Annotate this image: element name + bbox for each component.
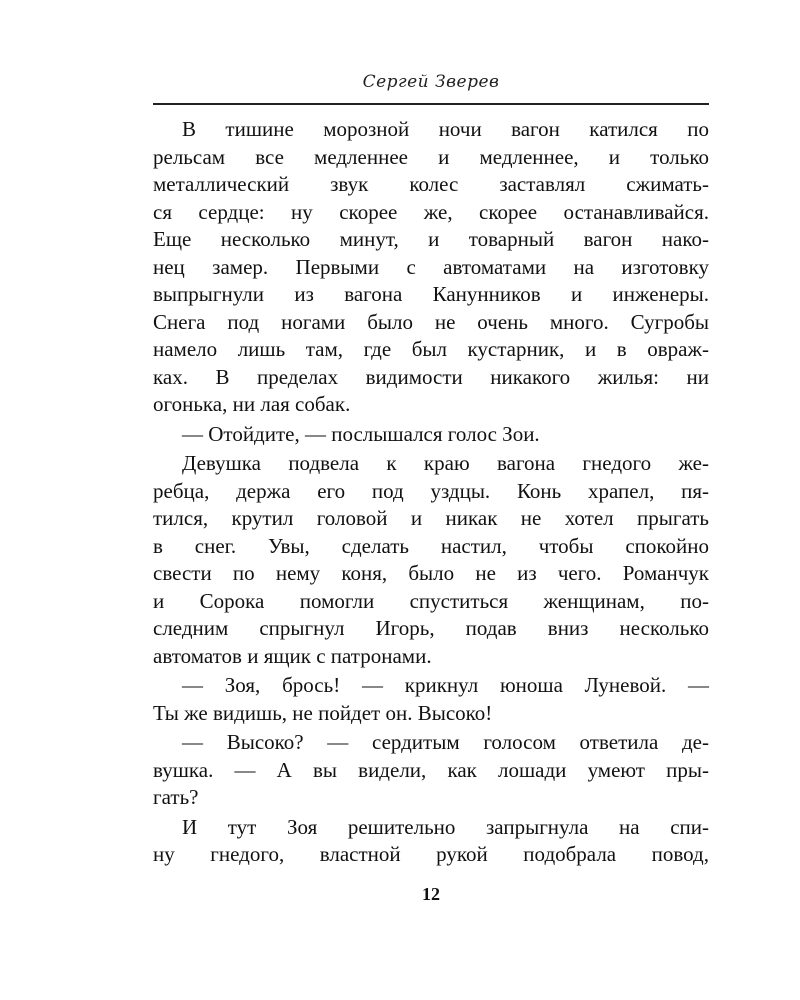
page-number: 12 [422,884,440,904]
text-line: Ты же видишь, не пойдет он. Высоко! [153,700,493,725]
running-header-author: Сергей Зверев [362,72,500,92]
text-line: гать? [153,785,199,809]
text-line: рельсам все медленнее и медленнее, и только [153,144,709,169]
text-line: И тут Зоя решительно запрыгнула на спи- [182,814,709,839]
text-line: — Отойдите, — послышался голос Зои. [182,421,540,446]
text-line: — Высоко? — сердитым голосом ответила де- [182,730,709,754]
text-line: свести по нему коня, было не из чего. Романчук [153,561,709,585]
text-line: ках. В пределах видимости никакого жилья: ни [153,364,709,389]
text-line: нец замер. Первыми с автоматами на изготовку [153,254,709,279]
text-line: выпрыгнули из вагона Канунников и инженеры. [153,282,709,306]
header-divider [153,103,709,105]
text-line: металлический звук колес заставлял сжимать- [153,172,709,196]
text-line: ну гнедого, властной рукой подобрала повод, [153,842,709,866]
text-line: автоматов и ящик с патронами. [153,643,432,668]
body-text [153,116,709,869]
text-line: Девушка подвела к краю вагона гнедого же- [182,451,709,475]
text-line: тился, крутил головой и никак не хотел прыгать [153,506,709,530]
text-line: ся сердце: ну скорее же, скорее останавливайся. [153,199,709,224]
text-line: — Зоя, брось! — крикнул юноша Луневой. — [182,673,709,697]
text-line: В тишине морозной ночи вагон катился по [182,117,709,141]
text-line: Снега под ногами было не очень много. Сугробы [153,309,709,334]
text-line: в снег. Увы, сделать настил, чтобы спокойно [153,533,709,558]
text-line: ребца, держа его под уздцы. Конь храпел, пя- [153,478,709,503]
text-line: огонька, ни лая собак. [153,392,351,416]
text-line: вушка. — А вы видели, как лошади умеют пры- [153,757,709,782]
text-line: следним спрыгнул Игорь, подав вниз несколько [153,616,709,640]
text-line: и Сорока помогли спуститься женщинам, по- [153,588,709,613]
text-line: Еще несколько минут, и товарный вагон нако- [153,227,709,251]
text-line: намело лишь там, где был кустарник, и в овраж- [153,337,709,361]
